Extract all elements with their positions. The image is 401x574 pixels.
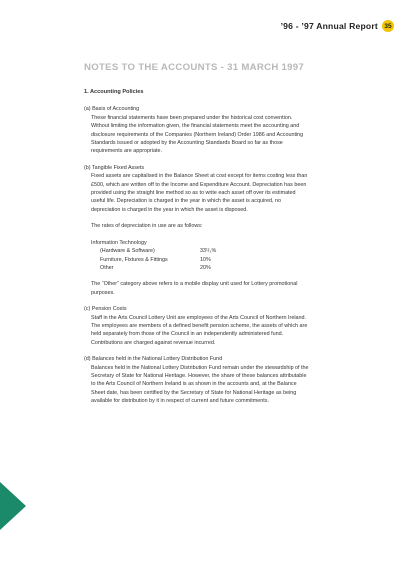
policy-item-lottery-fund [84,355,309,405]
page-header [281,20,394,32]
depreciation-note: The “Other” category above refers to a mobile display unit used for Lottery promotional purposes. [91,281,298,296]
rate-name: (Hardware & Software) [100,248,155,255]
item-body: Fixed assets are capitalised in the Balance Sheet at cost except for items costing less than £500, which are written off to the Income and Expenditure Account. Depreciation has been provided using the straight line method so as to write each asset off over its estimated useful life. Depreciation is charged in the year in which the asset is acquired, no depreciation is charged in the year in which the asset is disposed. [91,173,308,213]
policy-heading: 1. Accounting Policies [84,89,144,95]
policy-item-pension [84,305,309,347]
page-number-badge: 35 [382,20,394,32]
policy-item-basis [84,105,309,155]
item-label: (a) Basis of Accounting [84,106,140,113]
policy-item-fixed-assets [84,164,309,297]
item-body: These financial statements have been prepared under the historical cost convention. Without limiting the information given, the financial statements meet the accounting and disclosure requirements of the Companies (Northern Ireland) Order 1986 and Accounting Standards issued or adopted by the Accounting Standards Board so far as those requirements are appropriate. [91,114,304,155]
item-body: Balances held in the National Lottery Distribution Fund remain under the stewardship of the Secretary of State for National Heritage. However, the share of these balances attributable to the Arts Council of Northern Ireland is as shown in the accounts and, at the Balance Sheet date, has been certified by the Secretary of State for National Heritage as being available for distribution by it in respect of current and future commitments. [91,364,309,405]
rate-value: 10% [200,256,211,263]
item-label: (b) Tangible Fixed Assets [84,164,145,171]
depreciation-intro: The rates of depreciation in use are as follows: [91,223,203,230]
item-label: (d) Balances held in the National Lottery Distribution Fund [84,356,223,363]
report-title: ’96 - ’97 Annual Report [280,21,378,31]
depreciation-rates [84,239,309,273]
rate-row [91,256,309,264]
corner-triangle-decoration [0,482,26,530]
rate-row [91,264,309,272]
notes-content [84,88,309,414]
rate-value: 20% [200,264,211,271]
rates-heading: Information Technology [91,239,147,246]
item-body: Staff in the Arts Council Lottery Unit are employees of the Arts Council of Northern Ireland. The employees are members of a defined benefit pension scheme, the assets of which are held separately from those of the Council in an independently administered fund. Contributions are charged against revenue incurred. [91,314,308,346]
rate-name: Other [100,264,114,271]
rate-name: Furniture, Fixtures & Fittings [100,256,168,263]
section-title: NOTES TO THE ACCOUNTS - 31 MARCH 1997 [84,62,305,73]
item-label: (c) Pension Costs [84,306,127,313]
rate-row [91,247,309,255]
rate-value: 33¹/₃% [200,248,217,255]
